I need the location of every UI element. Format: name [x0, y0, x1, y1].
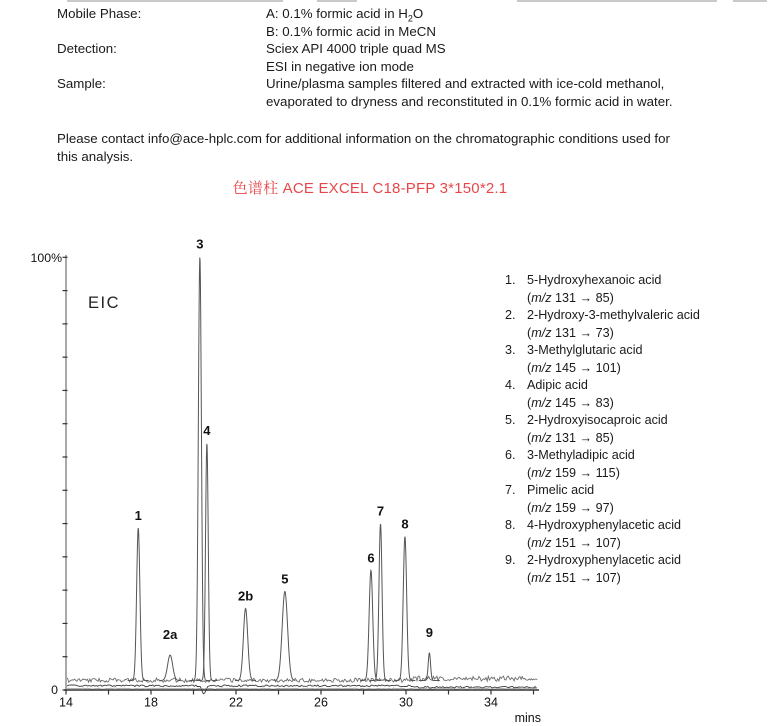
legend-item-mz: (m/z 145 → 83): [527, 395, 614, 410]
legend-item-number: 9.: [505, 553, 516, 567]
x-tick-label: 26: [314, 695, 328, 710]
peak-label: 8: [401, 516, 409, 532]
trace-type-label: EIC: [88, 294, 121, 312]
y-axis-zero-label: 0: [51, 683, 58, 697]
noise-trace: [66, 688, 537, 689]
legend-item-name: 4-Hydroxyphenylacetic acid: [527, 518, 681, 532]
legend-item-number: 2.: [505, 308, 516, 322]
peak-curve: [235, 609, 256, 681]
legend-item: [505, 412, 771, 447]
sample-line2: evaporated to dryness and reconstituted in 0.1% formic acid in water.: [266, 93, 673, 109]
peak-curve: [128, 528, 149, 680]
peak-label: 5: [281, 571, 289, 587]
peak-curve: [370, 524, 391, 681]
peak-legend: [505, 272, 771, 587]
legend-item: [505, 342, 771, 377]
x-tick-label: 18: [144, 695, 158, 710]
legend-item-mz: (m/z 159 → 97): [527, 500, 614, 515]
legend-item-number: 5.: [505, 413, 516, 427]
legend-item: [505, 517, 771, 552]
legend-item: [505, 377, 771, 412]
condition-label: Mobile Phase:: [57, 6, 142, 21]
contact-note: Please contact info@ace-hplc.com for additional information on the chromatographic conditions used for this analysis.: [57, 131, 670, 164]
x-tick-label: 14: [59, 695, 73, 710]
legend-item-name: 5-Hydroxyhexanoic acid: [527, 273, 662, 287]
noise-trace: [66, 676, 537, 682]
legend-item-number: 1.: [505, 273, 516, 287]
legend-item-number: 6.: [505, 448, 516, 462]
condition-row-sample: [57, 75, 673, 110]
peak-label: 9: [425, 624, 433, 640]
condition-label: Detection:: [57, 41, 117, 56]
peak-curve: [274, 592, 295, 681]
condition-label: Sample:: [57, 76, 106, 91]
peak-label: 6: [367, 550, 375, 566]
mobile-phase-b: B: 0.1% formic acid in MeCN: [266, 23, 436, 39]
peak-label: 7: [376, 503, 385, 519]
legend-item-name: Pimelic acid: [527, 483, 595, 497]
x-tick-label: 22: [229, 695, 243, 710]
peak-label: 2b: [237, 588, 254, 604]
legend-item: [505, 272, 771, 307]
legend-item-mz: (m/z 131 → 85): [527, 430, 614, 445]
legend-item-number: 8.: [505, 518, 516, 532]
detection-line1: Sciex API 4000 triple quad MS: [266, 41, 446, 56]
condition-values: [266, 75, 673, 110]
legend-item: [505, 447, 771, 482]
chromatogram-figure: [0, 228, 560, 726]
condition-values: [266, 40, 446, 75]
legend-item-name: 3-Methyladipic acid: [527, 448, 635, 462]
legend-item-mz: (m/z 145 → 101): [527, 360, 621, 375]
condition-row-mobile-phase: [57, 5, 673, 40]
y-axis-max-label: 100%: [30, 251, 62, 265]
column-title: 色谱柱 ACE EXCEL C18-PFP 3*150*2.1: [232, 180, 508, 197]
peak-label: 2a: [162, 627, 178, 643]
legend-item-mz: (m/z 159 → 115): [527, 465, 620, 480]
legend-item-number: 7.: [505, 483, 516, 497]
legend-item-name: 2-Hydroxy-3-methylvaleric acid: [527, 308, 700, 322]
conditions-table: [57, 5, 673, 110]
peak-curve: [160, 655, 181, 680]
peak-curve: [196, 444, 217, 681]
legend-item-mz: (m/z 131 → 73): [527, 325, 614, 340]
chromatogram-svg: [0, 228, 560, 726]
peak-label: 3: [196, 236, 204, 252]
legend-item-name: Adipic acid: [527, 378, 588, 392]
peak-label: 1: [134, 507, 142, 523]
sample-line1: Urine/plasma samples filtered and extracted with ice-cold methanol,: [266, 76, 665, 91]
legend-item-mz: (m/z 131 → 85): [527, 290, 614, 305]
condition-values: [266, 5, 436, 40]
legend-item: [505, 482, 771, 517]
legend-item-mz: (m/z 151 → 107): [527, 535, 621, 550]
peak-curve: [394, 537, 415, 681]
x-tick-label: 34: [484, 695, 498, 710]
legend-item-number: 3.: [505, 343, 516, 357]
peak-label: 4: [203, 423, 211, 439]
x-axis-unit-label: mins: [514, 711, 541, 725]
mobile-phase-a: A: 0.1% formic acid in $H_2O$: [266, 6, 424, 24]
x-tick-label: 30: [399, 695, 413, 710]
legend-item: [505, 552, 771, 587]
legend-item-name: 3-Methylglutaric acid: [527, 343, 643, 357]
condition-row-detection: [57, 40, 673, 75]
detection-line2: ESI in negative ion mode: [266, 58, 414, 74]
legend-item-number: 4.: [505, 378, 516, 392]
legend-item-name: 2-Hydroxyisocaproic acid: [527, 413, 668, 427]
legend-item-name: 2-Hydroxyphenylacetic acid: [527, 553, 681, 567]
legend-item: [505, 307, 771, 342]
legend-item-mz: (m/z 151 → 107): [527, 570, 621, 585]
